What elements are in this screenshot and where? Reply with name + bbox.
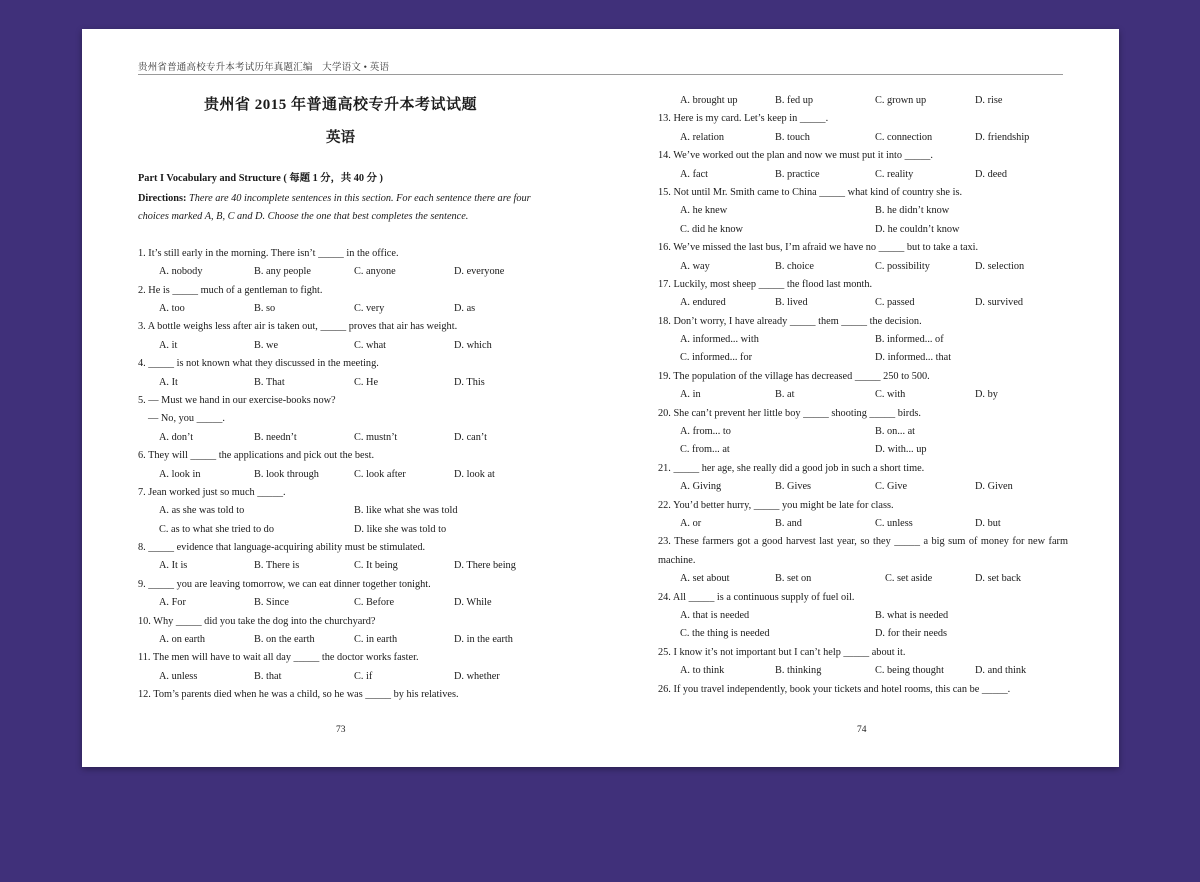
answer-option: B. practice bbox=[775, 168, 820, 180]
question-stem: 26. If you travel independently, book your tickets and hotel rooms, this can be _____. bbox=[658, 683, 1011, 695]
answer-option: C. from... at bbox=[680, 444, 730, 456]
answer-option: D. and think bbox=[975, 665, 1027, 677]
question-item bbox=[138, 686, 568, 704]
answer-option: D. look at bbox=[454, 468, 495, 480]
option-row bbox=[658, 515, 1068, 533]
answer-option: B. That bbox=[254, 376, 285, 388]
document-page-spread bbox=[82, 29, 1119, 767]
question-item bbox=[658, 497, 1068, 534]
answer-option: B. what is needed bbox=[875, 609, 949, 621]
answer-option: A. informed... with bbox=[680, 334, 759, 346]
directions-text: There are 40 incomplete sentences in this section. For each sentence there are four choices marked A, B, C and D. Choose the one that best completes the sentence. bbox=[138, 193, 531, 223]
answer-option: B. so bbox=[254, 302, 276, 314]
question-item bbox=[658, 92, 1068, 110]
answer-option: C. Give bbox=[875, 481, 908, 493]
question-item bbox=[138, 318, 568, 355]
answer-option: A. nobody bbox=[159, 266, 203, 278]
answer-option: C. as to what she tried to do bbox=[159, 523, 274, 535]
question-stem: 10. Why _____ did you take the dog into the churchyard? bbox=[138, 615, 376, 627]
answer-option: B. There is bbox=[254, 560, 300, 572]
answer-option: C. if bbox=[354, 670, 373, 682]
answer-option: D. like she was told to bbox=[354, 523, 447, 535]
answer-option: A. on earth bbox=[159, 634, 206, 646]
answer-option: D. While bbox=[454, 597, 492, 609]
option-row bbox=[658, 166, 1068, 184]
option-row bbox=[658, 258, 1068, 276]
option-row bbox=[138, 374, 568, 392]
question-item bbox=[138, 613, 568, 650]
answer-option: C. possibility bbox=[875, 260, 930, 272]
option-row bbox=[138, 502, 568, 520]
answer-option: C. It being bbox=[354, 560, 398, 572]
page-number-right: 74 bbox=[857, 725, 867, 735]
answer-option: B. and bbox=[775, 517, 802, 529]
question-item bbox=[138, 447, 568, 484]
answer-option: D. in the earth bbox=[454, 634, 513, 646]
answer-option: C. reality bbox=[875, 168, 914, 180]
answer-option: D. This bbox=[454, 376, 485, 388]
question-item bbox=[658, 184, 1068, 239]
exam-title: 贵州省 2015 年普通高校专升本考试试题 bbox=[203, 97, 477, 113]
option-row bbox=[138, 300, 568, 318]
header-rule bbox=[138, 74, 1063, 75]
answer-option: B. at bbox=[775, 389, 795, 401]
option-row bbox=[658, 662, 1068, 680]
answer-option: B. Since bbox=[254, 597, 289, 609]
answer-option: C. passed bbox=[875, 297, 915, 309]
option-row bbox=[658, 294, 1068, 312]
answer-option: A. that is needed bbox=[680, 609, 750, 621]
question-item bbox=[138, 539, 568, 576]
question-item bbox=[658, 405, 1068, 460]
question-item bbox=[138, 282, 568, 319]
question-item bbox=[658, 589, 1068, 644]
question-stem: 3. A bottle weighs less after air is taken out, _____ proves that air has weight. bbox=[138, 321, 458, 333]
question-stem: 1. It’s still early in the morning. There isn’t _____ in the office. bbox=[138, 247, 399, 259]
answer-option: D. friendship bbox=[975, 131, 1030, 143]
question-list-left bbox=[138, 245, 568, 705]
answer-option: C. anyone bbox=[354, 266, 396, 278]
exam-subject: 英语 bbox=[326, 130, 355, 146]
answer-option: D. whether bbox=[454, 670, 500, 682]
answer-option: B. choice bbox=[775, 260, 814, 272]
question-item bbox=[658, 533, 1068, 588]
answer-option: B. thinking bbox=[775, 665, 822, 677]
answer-option: C. in earth bbox=[354, 634, 398, 646]
option-row bbox=[138, 594, 568, 612]
question-item bbox=[658, 368, 1068, 405]
question-stem: 7. Jean worked just so much _____. bbox=[138, 486, 286, 498]
answer-option: A. it bbox=[159, 339, 178, 351]
answer-option: A. from... to bbox=[680, 426, 731, 438]
option-row bbox=[658, 607, 1068, 625]
answer-option: B. Gives bbox=[775, 481, 812, 493]
answer-option: D. informed... that bbox=[875, 352, 952, 364]
answer-option: C. very bbox=[354, 302, 385, 314]
directions-label: Directions: bbox=[138, 193, 187, 204]
answer-option: D. There being bbox=[454, 560, 516, 572]
answer-option: C. connection bbox=[875, 131, 933, 143]
question-stem: 15. Not until Mr. Smith came to China _____ what kind of country she is. bbox=[658, 186, 963, 198]
option-row bbox=[658, 92, 1068, 110]
question-item bbox=[658, 276, 1068, 313]
answer-option: D. for their needs bbox=[875, 628, 948, 640]
question-stem: 17. Luckily, most sheep _____ the flood last month. bbox=[658, 278, 873, 290]
question-stem: 2. He is _____ much of a gentleman to fight. bbox=[138, 284, 323, 296]
answer-option: B. needn’t bbox=[254, 431, 297, 443]
answer-option: A. way bbox=[680, 260, 710, 272]
option-row bbox=[658, 478, 1068, 496]
option-row bbox=[658, 129, 1068, 147]
question-stem: 20. She can’t prevent her little boy _____ shooting _____ birds. bbox=[658, 407, 921, 419]
answer-option: C. look after bbox=[354, 468, 406, 480]
option-row bbox=[658, 625, 1068, 643]
option-row bbox=[138, 466, 568, 484]
page-number-left: 73 bbox=[336, 725, 346, 735]
answer-option: B. informed... of bbox=[875, 334, 944, 346]
answer-option: A. to think bbox=[680, 665, 725, 677]
answer-option: C. informed... for bbox=[680, 352, 753, 364]
option-row bbox=[658, 386, 1068, 404]
question-item bbox=[138, 484, 568, 539]
question-stem: 4. _____ is not known what they discussed in the meeting. bbox=[138, 358, 379, 370]
question-stem: 21. _____ her age, she really did a good job in such a short time. bbox=[658, 462, 925, 474]
question-stem: 5. — Must we hand in our exercise-books now? bbox=[138, 394, 336, 406]
question-stem: 19. The population of the village has decreased _____ 250 to 500. bbox=[658, 370, 930, 382]
answer-option: A. brought up bbox=[680, 95, 738, 106]
answer-option: C. with bbox=[875, 389, 906, 401]
question-stem: 8. _____ evidence that language-acquiring ability must be stimulated. bbox=[138, 542, 426, 554]
answer-option: A. unless bbox=[159, 670, 198, 682]
right-page bbox=[658, 92, 1068, 699]
answer-option: A. It bbox=[159, 376, 178, 388]
option-row bbox=[138, 429, 568, 447]
answer-option: B. set on bbox=[775, 573, 812, 585]
question-stem: 12. Tom’s parents died when he was a child, so he was _____ by his relatives. bbox=[138, 689, 459, 701]
answer-option: C. He bbox=[354, 376, 379, 388]
answer-option: A. in bbox=[680, 389, 701, 401]
option-row bbox=[658, 570, 1068, 588]
answer-option: B. lived bbox=[775, 297, 808, 309]
question-item bbox=[138, 392, 568, 447]
question-item bbox=[138, 355, 568, 392]
answer-option: D. by bbox=[975, 389, 998, 401]
answer-option: D. survived bbox=[975, 297, 1024, 309]
answer-option: D. selection bbox=[975, 260, 1025, 272]
answer-option: C. did he know bbox=[680, 223, 743, 235]
answer-option: D. he couldn’t know bbox=[875, 223, 960, 235]
answer-option: B. on the earth bbox=[254, 634, 315, 646]
left-page bbox=[138, 87, 568, 705]
answer-option: A. or bbox=[680, 517, 702, 529]
question-item bbox=[138, 576, 568, 613]
answer-option: D. set back bbox=[975, 573, 1022, 585]
answer-option: A. For bbox=[159, 597, 186, 609]
answer-option: D. as bbox=[454, 302, 476, 314]
answer-option: D. deed bbox=[975, 168, 1008, 180]
answer-option: B. on... at bbox=[875, 426, 916, 438]
answer-option: A. he knew bbox=[680, 205, 728, 217]
option-row bbox=[658, 349, 1068, 367]
answer-option: A. set about bbox=[680, 573, 730, 585]
answer-option: A. Giving bbox=[680, 481, 722, 493]
question-stem: 24. All _____ is a continuous supply of fuel oil. bbox=[658, 591, 855, 603]
question-stem: 16. We’ve missed the last bus, I’m afraid we have no _____ but to take a taxi. bbox=[658, 242, 979, 254]
option-row bbox=[658, 331, 1068, 349]
question-item bbox=[138, 245, 568, 282]
question-stem: 23. These farmers got a good harvest last year, so they _____ a big sum of money for new farm machine. bbox=[658, 536, 1068, 566]
running-header: 贵州省普通高校专升本考试历年真题汇编 大学语文 • 英语 bbox=[138, 63, 390, 73]
question-item bbox=[658, 147, 1068, 184]
answer-option: A. too bbox=[159, 302, 185, 314]
answer-option: B. fed up bbox=[775, 95, 814, 106]
answer-option: C. mustn’t bbox=[354, 431, 398, 443]
question-item bbox=[658, 460, 1068, 497]
answer-option: D. with... up bbox=[875, 444, 927, 456]
option-row bbox=[658, 441, 1068, 459]
question-item bbox=[658, 239, 1068, 276]
answer-option: C. set aside bbox=[885, 573, 933, 585]
question-item bbox=[658, 313, 1068, 368]
answer-option: D. but bbox=[975, 517, 1001, 529]
answer-option: A. fact bbox=[680, 168, 709, 180]
question-item bbox=[658, 644, 1068, 681]
answer-option: B. look through bbox=[254, 468, 319, 480]
answer-option: C. what bbox=[354, 339, 387, 351]
question-item bbox=[658, 681, 1068, 699]
answer-option: B. like what she was told bbox=[354, 505, 458, 517]
answer-option: D. rise bbox=[975, 95, 1003, 106]
answer-option: A. don’t bbox=[159, 431, 194, 443]
answer-option: C. unless bbox=[875, 517, 913, 529]
answer-option: D. can’t bbox=[454, 431, 487, 443]
answer-option: C. the thing is needed bbox=[680, 628, 770, 640]
answer-option: B. he didn’t know bbox=[875, 205, 950, 217]
question-list-right bbox=[658, 92, 1068, 699]
answer-option: C. being thought bbox=[875, 665, 944, 677]
answer-option: D. Given bbox=[975, 481, 1013, 493]
option-row bbox=[138, 557, 568, 575]
answer-option: A. as she was told to bbox=[159, 505, 245, 517]
option-row bbox=[658, 221, 1068, 239]
question-stem-continued: — No, you _____. bbox=[148, 413, 225, 425]
answer-option: D. everyone bbox=[454, 266, 505, 278]
answer-option: A. It is bbox=[159, 560, 188, 572]
question-stem: 25. I know it’s not important but I can’t help _____ about it. bbox=[658, 646, 906, 658]
directions bbox=[138, 190, 558, 227]
question-item bbox=[658, 110, 1068, 147]
question-stem: 13. Here is my card. Let’s keep in _____. bbox=[658, 113, 829, 125]
question-stem: 22. You’d better hurry, _____ you might be late for class. bbox=[658, 499, 894, 511]
answer-option: C. grown up bbox=[875, 95, 927, 106]
answer-option: B. we bbox=[254, 339, 279, 351]
option-row bbox=[138, 263, 568, 281]
answer-option: B. any people bbox=[254, 266, 311, 278]
answer-option: B. touch bbox=[775, 131, 810, 143]
answer-option: A. endured bbox=[680, 297, 726, 309]
question-stem: 18. Don’t worry, I have already _____ them _____ the decision. bbox=[658, 315, 922, 327]
answer-option: A. look in bbox=[159, 468, 201, 480]
option-row bbox=[138, 668, 568, 686]
question-stem: 6. They will _____ the applications and pick out the best. bbox=[138, 450, 375, 462]
answer-option: A. relation bbox=[680, 131, 725, 143]
option-row bbox=[138, 337, 568, 355]
answer-option: B. that bbox=[254, 670, 282, 682]
option-row bbox=[658, 202, 1068, 220]
question-item bbox=[138, 649, 568, 686]
answer-option: D. which bbox=[454, 339, 492, 351]
option-row bbox=[138, 521, 568, 539]
answer-option: C. Before bbox=[354, 597, 395, 609]
question-stem: 9. _____ you are leaving tomorrow, we can eat dinner together tonight. bbox=[138, 578, 431, 590]
option-row bbox=[658, 423, 1068, 441]
question-stem: 11. The men will have to wait all day _____ the doctor works faster. bbox=[138, 652, 419, 664]
option-row bbox=[138, 631, 568, 649]
part-heading: Part I Vocabulary and Structure ( 每题 1 分，共 40 分 ) bbox=[138, 173, 383, 184]
question-stem: 14. We’ve worked out the plan and now we must put it into _____. bbox=[658, 150, 933, 162]
